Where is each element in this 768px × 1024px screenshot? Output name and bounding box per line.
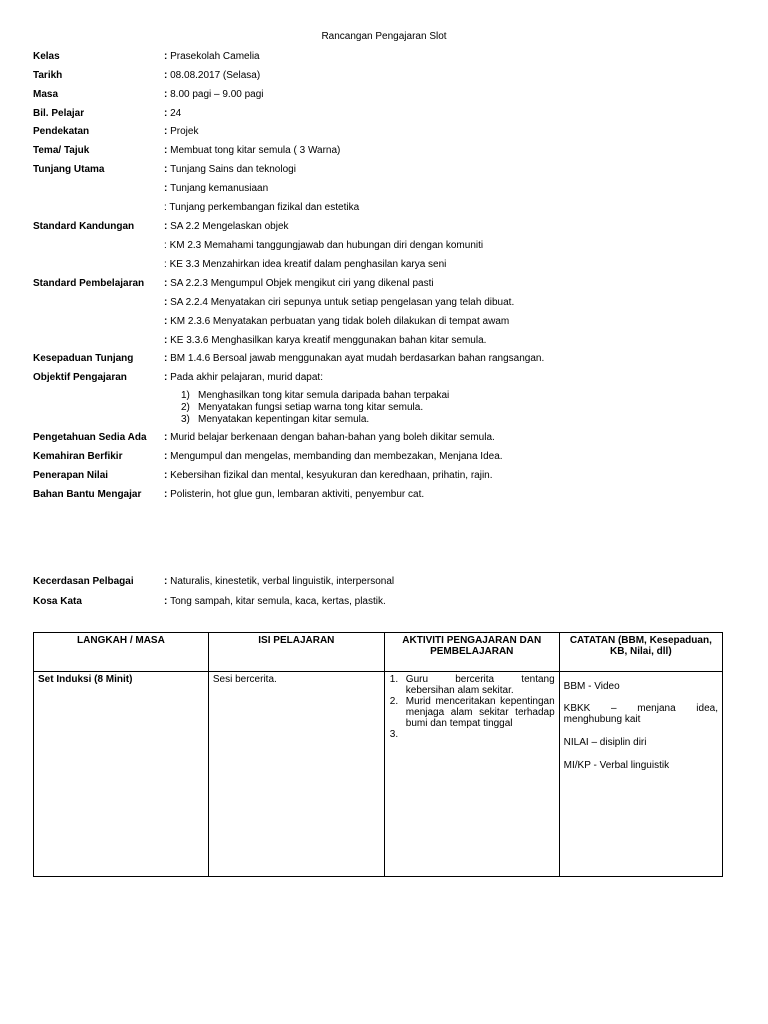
field-value: : 08.08.2017 (Selasa) bbox=[164, 70, 261, 81]
note-bbm: BBM - Video bbox=[563, 681, 620, 692]
field-label: Tunjang Utama bbox=[33, 164, 105, 175]
field-label: Pendekatan bbox=[33, 126, 90, 137]
field-value: : Membuat tong kitar semula ( 3 Warna) bbox=[164, 145, 341, 156]
field-value: : Naturalis, kinestetik, verbal linguistik, interpersonal bbox=[164, 576, 395, 587]
content-cell: Sesi bercerita. bbox=[208, 672, 384, 877]
field-label: Kemahiran Berfikir bbox=[33, 451, 123, 462]
field-label: Kesepaduan Tunjang bbox=[33, 353, 134, 364]
field-label: Kecerdasan Pelbagai bbox=[33, 576, 134, 587]
field-value: : Pada akhir pelajaran, murid dapat: bbox=[164, 372, 323, 383]
note-mi: MI/KP - Verbal linguistik bbox=[563, 760, 670, 771]
note-kbkk-cont: menghubung kait bbox=[563, 714, 641, 725]
field-value: : Tunjang perkembangan fizikal dan estetika bbox=[164, 202, 360, 213]
field-value: : Tunjang kemanusiaan bbox=[164, 183, 269, 194]
field-value: : KE 3.3 Menzahirkan idea kreatif dalam penghasilan karya seni bbox=[164, 259, 447, 270]
list-item: 2. Murid menceritakan kepentingan menjaga alam sekitar terhadap bumi dan tempat tinggal bbox=[389, 696, 555, 729]
note-kbkk: KBKK – menjana idea, bbox=[563, 703, 718, 714]
column-header: AKTIVITI PENGAJARAN DAN PEMBELAJARAN bbox=[384, 633, 559, 672]
field-label: Masa bbox=[33, 89, 59, 100]
step-cell: Set Induksi (8 Minit) bbox=[34, 672, 209, 877]
field-label: Bil. Pelajar bbox=[33, 108, 85, 119]
notes-cell bbox=[559, 672, 722, 877]
field-value: : Mengumpul dan mengelas, membanding dan membezakan, Menjana Idea. bbox=[164, 451, 503, 462]
table-row bbox=[34, 672, 723, 877]
field-value: : SA 2.2.4 Menyatakan ciri sepunya untuk setiap pengelasan yang telah dibuat. bbox=[164, 297, 515, 308]
field-label: Objektif Pengajaran bbox=[33, 372, 127, 383]
field-value: : KE 3.3.6 Menghasilkan karya kreatif menggunakan bahan kitar semula. bbox=[164, 335, 487, 346]
field-value: : Tong sampah, kitar semula, kaca, kertas, plastik. bbox=[164, 596, 386, 607]
field-value: : 24 bbox=[164, 108, 182, 119]
field-value: : BM 1.4.6 Bersoal jawab menggunakan ayat mudah berdasarkan bahan rangsangan. bbox=[164, 353, 545, 364]
field-value: : SA 2.2.3 Mengumpul Objek mengikut ciri yang dikenal pasti bbox=[164, 278, 434, 289]
list-item: 1. Guru bercerita tentang kebersihan alam sekitar. bbox=[389, 674, 555, 696]
field-value: : Projek bbox=[164, 126, 199, 137]
lesson-plan-table bbox=[33, 632, 723, 877]
field-label: Pengetahuan Sedia Ada bbox=[33, 432, 147, 443]
field-label: Tema/ Tajuk bbox=[33, 145, 90, 156]
column-header: LANGKAH / MASA bbox=[34, 633, 209, 672]
field-label: Kelas bbox=[33, 51, 60, 62]
field-value: : Polisterin, hot glue gun, lembaran aktiviti, penyembur cat. bbox=[164, 489, 425, 500]
column-header: CATATAN (BBM, Kesepaduan, KB, Nilai, dll) bbox=[559, 633, 722, 672]
field-label: Bahan Bantu Mengajar bbox=[33, 489, 142, 500]
field-label: Standard Kandungan bbox=[33, 221, 135, 232]
field-value: : Tunjang Sains dan teknologi bbox=[164, 164, 296, 175]
activity-cell: 1. Guru bercerita tentang kebersihan alam sekitar. 2. Murid menceritakan kepentingan menjaga alam sekitar terhadap bumi dan tempat tinggal 3. bbox=[384, 672, 559, 877]
column-header: ISI PELAJARAN bbox=[208, 633, 384, 672]
field-label: Standard Pembelajaran bbox=[33, 278, 145, 289]
field-value: : Kebersihan fizikal dan mental, kesyukuran dan keredhaan, prihatin, rajin. bbox=[164, 470, 493, 481]
document-title: Rancangan Pengajaran Slot bbox=[321, 31, 447, 42]
field-value: : SA 2.2 Mengelaskan objek bbox=[164, 221, 289, 232]
field-label: Tarikh bbox=[33, 70, 63, 81]
note-nilai: NILAI – disiplin diri bbox=[563, 737, 647, 748]
field-value: : Murid belajar berkenaan dengan bahan-bahan yang boleh dikitar semula. bbox=[164, 432, 495, 443]
field-value: : 8.00 pagi – 9.00 pagi bbox=[164, 89, 264, 100]
field-value: : KM 2.3 Memahami tanggungjawab dan hubungan diri dengan komuniti bbox=[164, 240, 484, 251]
field-label: Penerapan Nilai bbox=[33, 470, 109, 481]
field-value: : KM 2.3.6 Menyatakan perbuatan yang tidak boleh dilakukan di tempat awam bbox=[164, 316, 510, 327]
field-value: : Prasekolah Camelia bbox=[164, 51, 260, 62]
field-label: Kosa Kata bbox=[33, 596, 82, 607]
table-header-row bbox=[34, 633, 723, 672]
